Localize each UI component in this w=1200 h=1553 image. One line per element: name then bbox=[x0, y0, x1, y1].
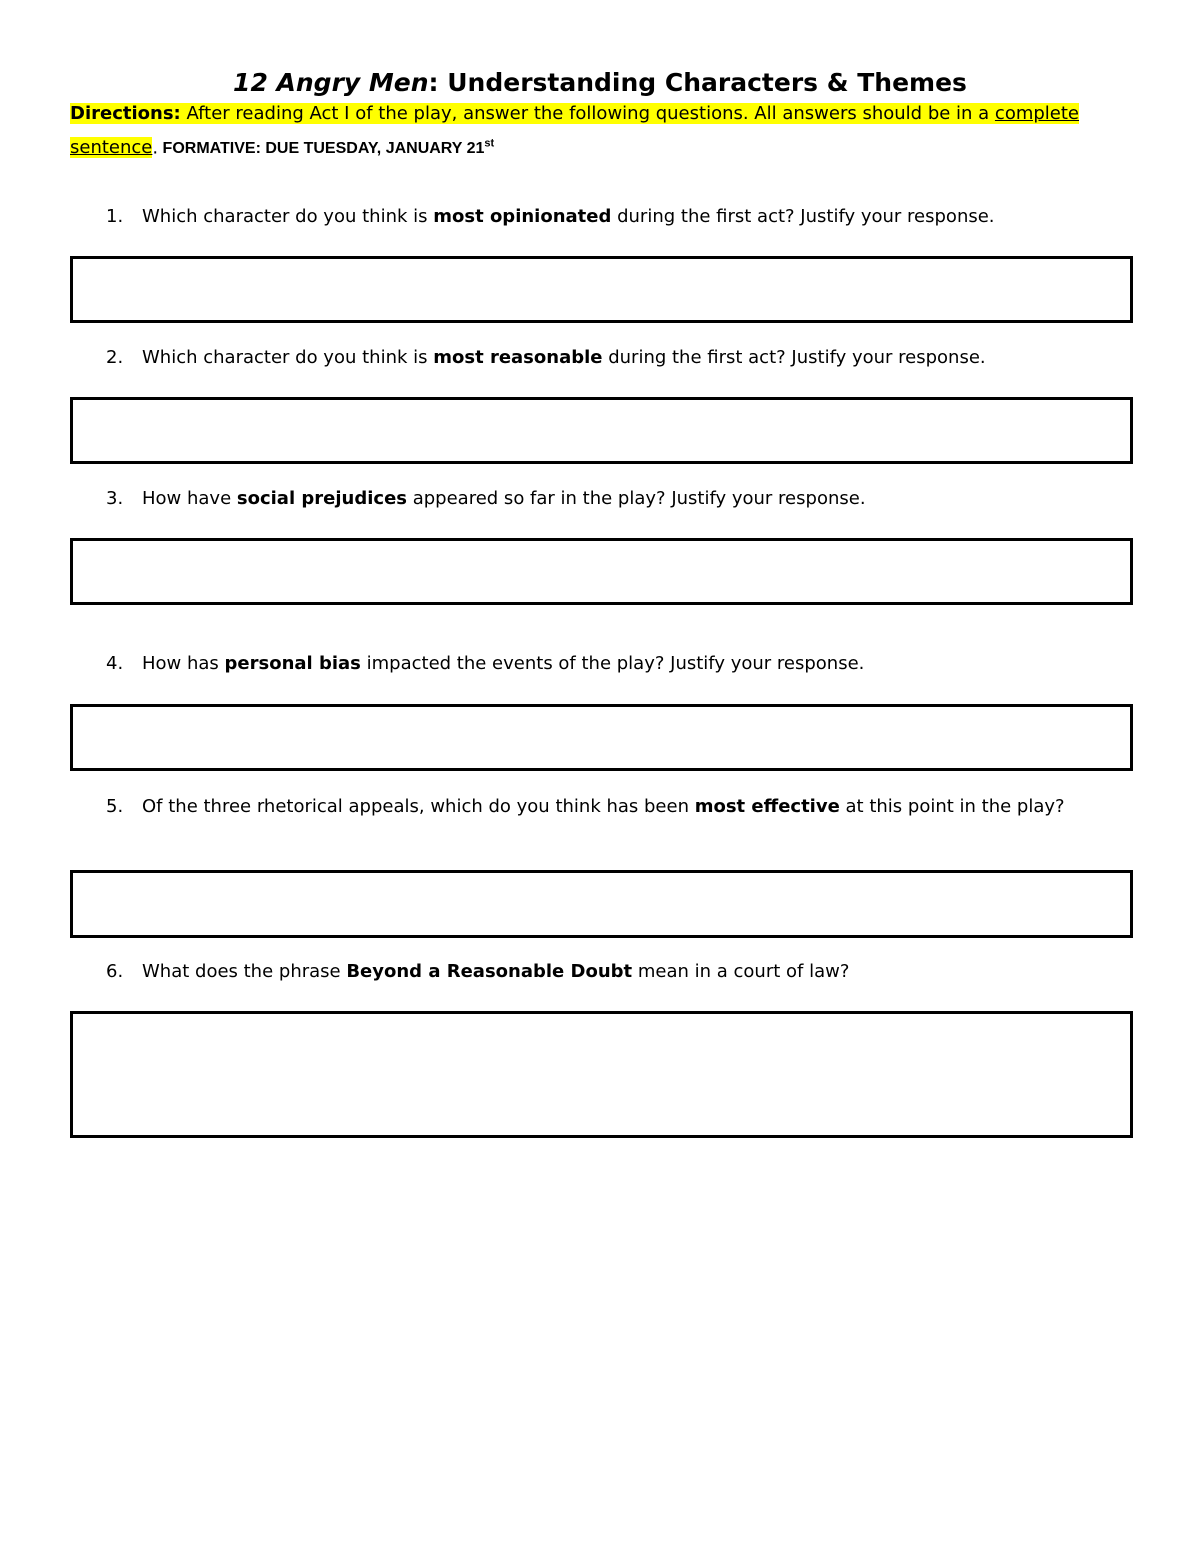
question-2 bbox=[106, 345, 1096, 370]
answer-box-4[interactable] bbox=[70, 704, 1133, 771]
question-post: appeared so far in the play? Justify your response. bbox=[407, 488, 866, 509]
answer-box-2[interactable] bbox=[70, 397, 1133, 464]
question-pre: Which character do you think is bbox=[142, 206, 434, 227]
title-play-name: 12 Angry Men bbox=[233, 68, 429, 97]
question-5 bbox=[106, 794, 1096, 819]
question-emphasis: most reasonable bbox=[433, 347, 603, 368]
question-number: 2. bbox=[106, 347, 124, 368]
directions bbox=[70, 99, 1150, 164]
answer-box-1[interactable] bbox=[70, 256, 1133, 323]
question-post: during the first act? Justify your response. bbox=[611, 206, 995, 227]
worksheet-title bbox=[0, 66, 1200, 100]
question-emphasis: Beyond a Reasonable Doubt bbox=[346, 961, 633, 982]
question-emphasis: personal bias bbox=[224, 653, 361, 674]
due-date-text: FORMATIVE: DUE TUESDAY, JANUARY 21 bbox=[158, 140, 485, 158]
question-number: 5. bbox=[106, 796, 124, 817]
question-post: during the first act? Justify your response. bbox=[602, 347, 986, 368]
question-pre: Of the three rhetorical appeals, which do you think has been bbox=[142, 796, 695, 817]
directions-underlined: complete sentence bbox=[70, 103, 1079, 159]
question-text bbox=[142, 794, 1096, 819]
answer-box-6[interactable] bbox=[70, 1011, 1133, 1138]
question-post: at this point in the play? bbox=[839, 796, 1065, 817]
directions-period: . bbox=[152, 137, 159, 159]
title-colon: : bbox=[428, 68, 439, 97]
question-text bbox=[142, 345, 1096, 370]
question-number: 6. bbox=[106, 961, 124, 982]
question-text bbox=[142, 959, 1096, 984]
question-post: impacted the events of the play? Justify your response. bbox=[360, 653, 865, 674]
question-number: 3. bbox=[106, 488, 124, 509]
due-date bbox=[158, 140, 494, 157]
question-number: 4. bbox=[106, 653, 124, 674]
question-4 bbox=[106, 651, 1096, 676]
due-date-suffix: st bbox=[484, 138, 495, 150]
question-emphasis: most effective bbox=[694, 796, 840, 817]
question-number: 1. bbox=[106, 206, 124, 227]
question-6 bbox=[106, 959, 1096, 984]
question-1 bbox=[106, 204, 1096, 229]
directions-label: Directions: bbox=[70, 103, 181, 124]
question-pre: How has bbox=[142, 653, 225, 674]
question-text bbox=[142, 486, 1096, 511]
question-pre: What does the phrase bbox=[142, 961, 347, 982]
directions-text: After reading Act I of the play, answer the following questions. All answers should be in a bbox=[180, 103, 995, 124]
answer-box-5[interactable] bbox=[70, 870, 1133, 938]
question-text bbox=[142, 651, 1096, 676]
question-3 bbox=[106, 486, 1096, 511]
question-pre: Which character do you think is bbox=[142, 347, 434, 368]
question-pre: How have bbox=[142, 488, 237, 509]
title-subtitle: Understanding Characters & Themes bbox=[438, 68, 967, 97]
answer-box-3[interactable] bbox=[70, 538, 1133, 605]
question-text bbox=[142, 204, 1096, 229]
question-emphasis: most opinionated bbox=[433, 206, 612, 227]
question-post: mean in a court of law? bbox=[632, 961, 850, 982]
question-emphasis: social prejudices bbox=[236, 488, 407, 509]
